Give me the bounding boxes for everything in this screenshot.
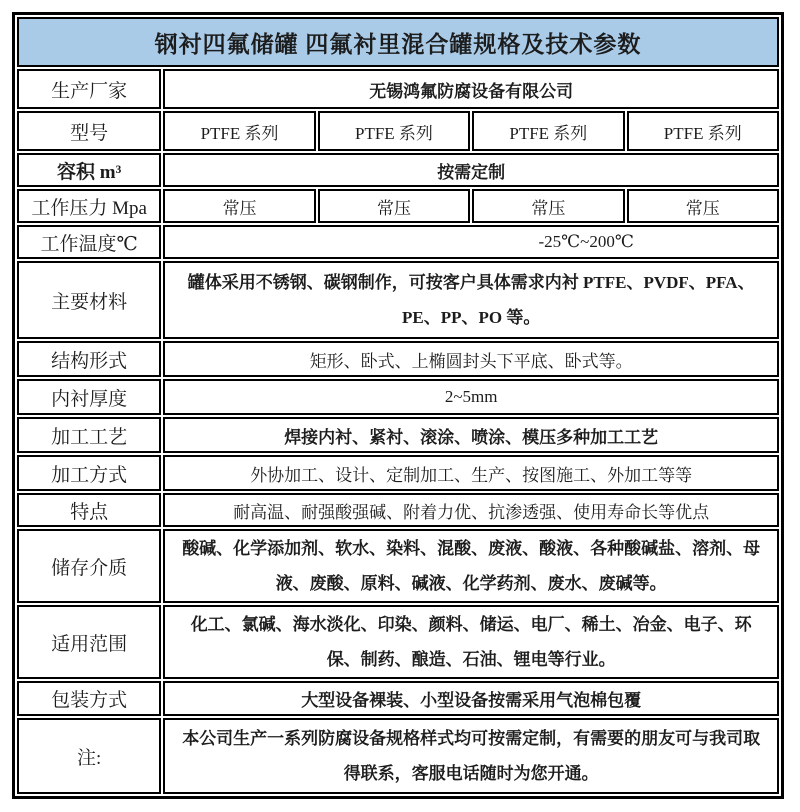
working-temperature-label: 工作温度℃ (17, 225, 161, 259)
lining-thickness-value: 2~5mm (163, 379, 779, 415)
processing-technique-value: 焊接内衬、紧衬、滚涂、喷涂、模压多种加工工艺 (163, 417, 779, 453)
working-pressure-value-1: 常压 (163, 189, 315, 223)
features-label: 特点 (17, 493, 161, 527)
lining-thickness-label: 内衬厚度 (17, 379, 161, 415)
processing-technique-label: 加工工艺 (17, 417, 161, 453)
packaging-label: 包装方式 (17, 681, 161, 716)
note-label: 注: (17, 718, 161, 794)
row-working-temperature (17, 225, 779, 259)
processing-method-value: 外协加工、设计、定制加工、生产、按图施工、外加工等等 (163, 455, 779, 491)
row-processing-technique (17, 417, 779, 453)
application-scope-label: 适用范围 (17, 605, 161, 679)
title-row (17, 17, 779, 67)
features-value: 耐高温、耐强酸强碱、附着力优、抗渗透强、使用寿命长等优点 (163, 493, 779, 527)
working-pressure-value-4: 常压 (627, 189, 779, 223)
row-features (17, 493, 779, 527)
working-temperature-value: -25℃~200℃ (163, 225, 779, 259)
structure-form-value: 矩形、卧式、上椭圆封头下平底、卧式等。 (163, 341, 779, 377)
processing-method-label: 加工方式 (17, 455, 161, 491)
main-material-label: 主要材料 (17, 261, 161, 339)
model-value-1: PTFE 系列 (163, 111, 315, 151)
working-pressure-value-2: 常压 (318, 189, 470, 223)
structure-form-label: 结构形式 (17, 341, 161, 377)
row-volume (17, 153, 779, 187)
producer-label: 生产厂家 (17, 69, 161, 109)
storage-media-value: 酸碱、化学添加剂、软水、染料、混酸、废液、酸液、各种酸碱盐、溶剂、母液、废酸、原料、碱液、化学药剂、废水、废碱等。 (163, 529, 779, 603)
row-packaging (17, 681, 779, 716)
note-value: 本公司生产一系列防腐设备规格样式均可按需定制，有需要的朋友可与我司取得联系，客服电话随时为您开通。 (163, 718, 779, 794)
row-main-material (17, 261, 779, 339)
row-structure-form (17, 341, 779, 377)
model-value-3: PTFE 系列 (472, 111, 624, 151)
producer-value: 无锡鸿氟防腐设备有限公司 (163, 69, 779, 109)
spec-table (12, 12, 784, 799)
application-scope-value: 化工、氯碱、海水淡化、印染、颜料、储运、电厂、稀土、冶金、电子、环保、制药、酿造、石油、锂电等行业。 (163, 605, 779, 679)
row-processing-method (17, 455, 779, 491)
page-title: 钢衬四氟储罐 四氟衬里混合罐规格及技术参数 (17, 17, 779, 67)
volume-value: 按需定制 (163, 153, 779, 187)
model-label: 型号 (17, 111, 161, 151)
model-value-4: PTFE 系列 (627, 111, 779, 151)
row-model (17, 111, 779, 151)
row-lining-thickness (17, 379, 779, 415)
volume-label: 容积 m³ (17, 153, 161, 187)
working-pressure-value-3: 常压 (472, 189, 624, 223)
storage-media-label: 储存介质 (17, 529, 161, 603)
row-producer (17, 69, 779, 109)
row-application-scope (17, 605, 779, 679)
row-working-pressure (17, 189, 779, 223)
row-note (17, 718, 779, 794)
packaging-value: 大型设备裸装、小型设备按需采用气泡棉包覆 (163, 681, 779, 716)
main-material-value: 罐体采用不锈钢、碳钢制作，可按客户具体需求内衬 PTFE、PVDF、PFA、PE、PP、PO 等。 (163, 261, 779, 339)
working-pressure-label: 工作压力 Mpa (17, 189, 161, 223)
model-value-2: PTFE 系列 (318, 111, 470, 151)
row-storage-media (17, 529, 779, 603)
